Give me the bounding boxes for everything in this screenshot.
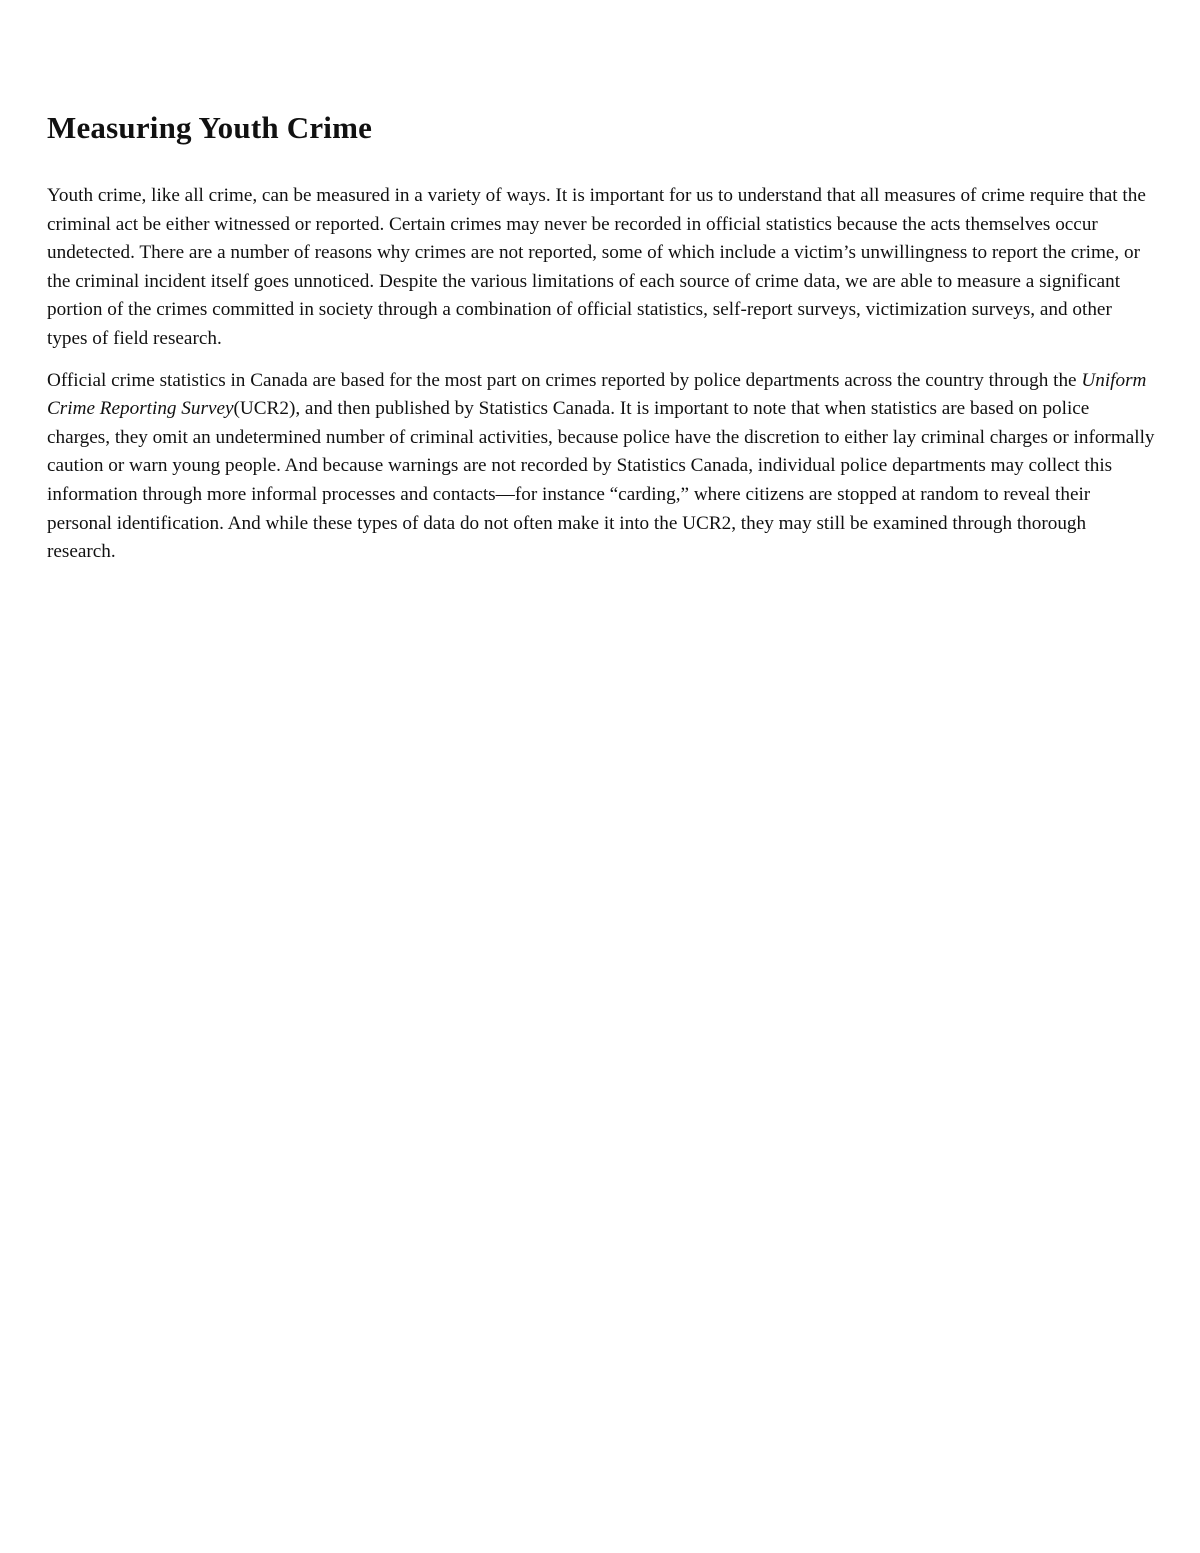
paragraph-text-after: (UCR2), and then published by Statistics Canada. It is important to note that when statistics are based on police charges, they omit an undetermined number of criminal activities, because police have the discretion to either lay criminal charges or informally caution or warn young people. And because warnings are not recorded by Statistics Canada, individual police departments may collect this information through more informal processes and contacts—for instance “carding,” where citizens are stopped at random to reveal their personal identification. And while these types of data do not often make it into the UCR2, they may still be examined through thorough research. bbox=[47, 398, 1155, 563]
page-title: Measuring Youth Crime bbox=[47, 110, 373, 145]
paragraph-measuring-crime: Youth crime, like all crime, can be measured in a variety of ways. It is important for us to understand that all measures of crime require that the criminal act be either witnessed or reported. Certain crimes may never be recorded in official statistics because the acts themselves occur undetected. There are a number of reasons why crimes are not reported, some of which include a victim’s unwillingness to report the crime, or the criminal incident itself goes unnoticed. Despite the various limitations of each source of crime data, we are able to measure a significant portion of the crimes committed in society through a combination of official statistics, self-report surveys, victimization surveys, and other types of field research. bbox=[47, 185, 1146, 349]
paragraph-official-statistics bbox=[47, 367, 1155, 567]
document-page bbox=[47, 108, 1155, 580]
survey-name-italic: Uniform Crime Reporting Survey bbox=[47, 369, 1147, 420]
paragraph-text-before: Official crime statistics in Canada are based for the most part on crimes reported by police departments across the country through the bbox=[47, 369, 1082, 391]
